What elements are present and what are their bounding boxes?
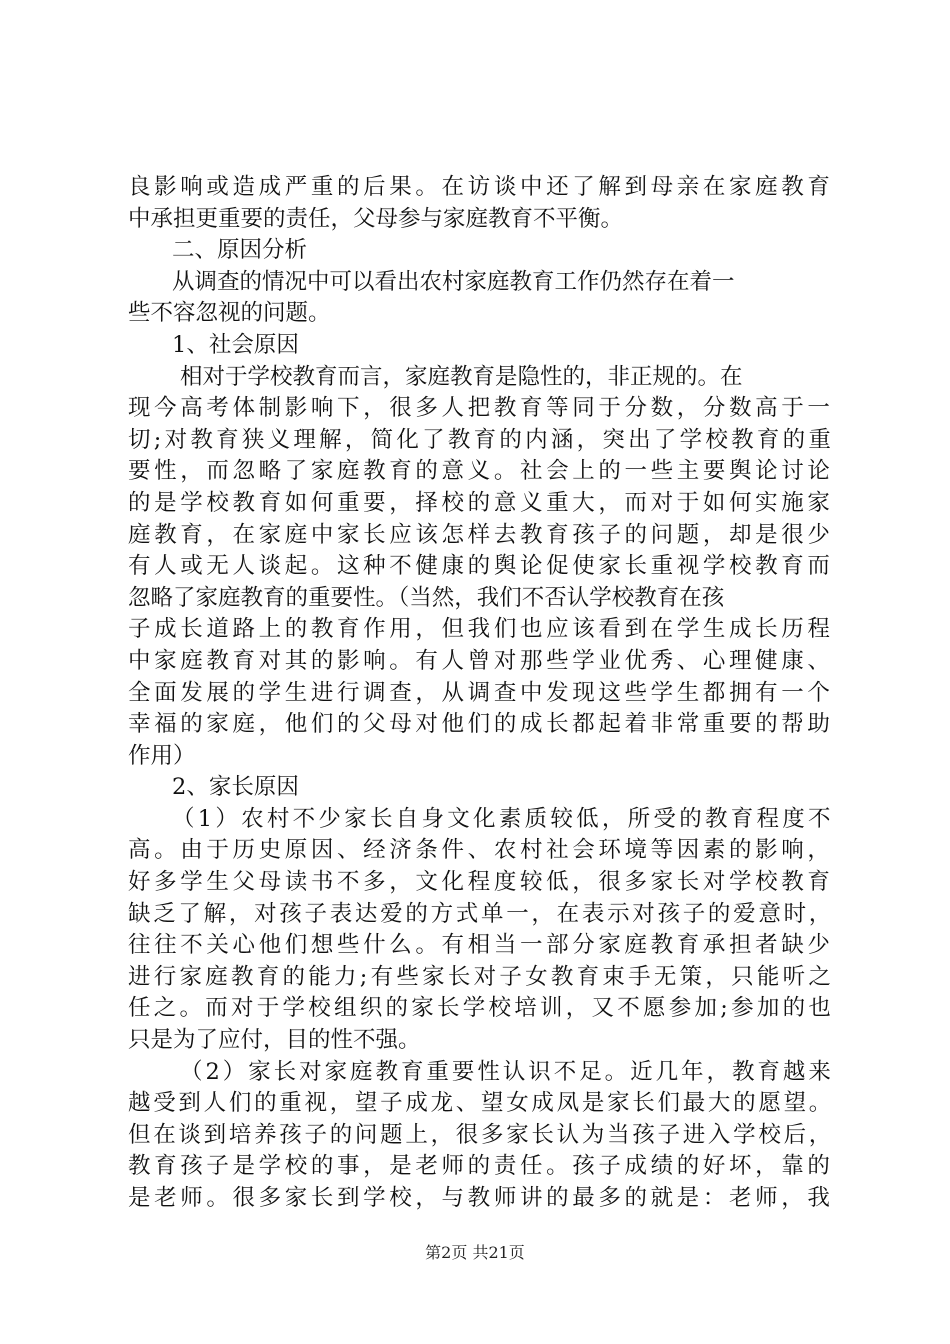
text-line: 庭教育，在家庭中家长应该怎样去教育孩子的问题，却是很少 xyxy=(128,521,834,548)
text-line: 但在谈到培养孩子的问题上，很多家长认为当孩子进入学校后， xyxy=(128,1121,835,1148)
text-line: 忽略了家庭教育的重要性。（当然，我们不否认学校教育在孩 xyxy=(128,584,725,611)
page-footer: 第2页 共21页 xyxy=(425,1243,525,1262)
text-line: 是老师。很多家长到学校，与教师讲的最多的就是：老师，我 xyxy=(128,1185,834,1211)
text-line: 有人或无人谈起。这种不健康的舆论促使家长重视学校教育而 xyxy=(128,553,834,580)
text-line: 全面发展的学生进行调查，从调查中发现这些学生都拥有一个 xyxy=(128,679,834,706)
document-body xyxy=(128,172,838,1215)
text-line: 些不容忽视的问题。 xyxy=(128,300,331,327)
text-line: 高。由于历史原因、经济条件、农村社会环境等因素的影响， xyxy=(128,837,834,864)
text-line: 现今高考体制影响下，很多人把教育等同于分数，分数高于一 xyxy=(128,395,834,422)
text-line: 只是为了应付，目的性不强。 xyxy=(128,1027,421,1054)
text-line: 中承担更重要的责任，父母参与家庭教育不平衡。 xyxy=(128,205,624,232)
text-line: 1、社会原因 xyxy=(172,331,299,358)
text-line: 任之。而对于学校组织的家长学校培训，又不愿参加;参加的也 xyxy=(128,995,835,1022)
text-line: 切;对教育狭义理解，简化了教育的内涵，突出了学校教育的重 xyxy=(128,426,835,453)
text-line: 子成长道路上的教育作用，但我们也应该看到在学生成长历程 xyxy=(128,616,834,643)
text-line: 教育孩子是学校的事，是老师的责任。孩子成绩的好坏，靠的 xyxy=(128,1153,834,1180)
text-line: 的是学校教育如何重要，择校的意义重大，而对于如何实施家 xyxy=(128,489,834,516)
text-line: 好多学生父母读书不多，文化程度较低，很多家长对学校教育 xyxy=(128,869,834,896)
text-line: 要性，而忽略了家庭教育的意义。社会上的一些主要舆论讨论 xyxy=(128,458,834,485)
text-line: 往往不关心他们想些什么。有相当一部分家庭教育承担者缺少 xyxy=(128,932,834,959)
text-line: （1）农村不少家长自身文化素质较低，所受的教育程度不 xyxy=(172,805,834,832)
text-line: 良影响或造成严重的后果。在访谈中还了解到母亲在家庭教育 xyxy=(128,174,834,200)
text-line: 从调查的情况中可以看出农村家庭教育工作仍然存在着一 xyxy=(172,268,735,295)
text-line: 2、家长原因 xyxy=(172,774,299,801)
text-line: 越受到人们的重视，望子成龙、望女成凤是家长们最大的愿望。 xyxy=(128,1090,835,1117)
text-line: 二、原因分析 xyxy=(172,237,308,264)
text-line: 幸福的家庭，他们的父母对他们的成长都起着非常重要的帮助 xyxy=(128,711,834,738)
text-line: 中家庭教育对其的影响。有人曾对那些学业优秀、心理健康、 xyxy=(128,647,834,674)
text-line: 缺乏了解，对孩子表达爱的方式单一，在表示对孩子的爱意时， xyxy=(128,900,835,927)
text-line: 进行家庭教育的能力;有些家长对子女教育束手无策，只能听之 xyxy=(128,963,835,990)
text-line: 作用） xyxy=(128,742,196,769)
text-line: 相对于学校教育而言，家庭教育是隐性的，非正规的。在 xyxy=(180,363,743,390)
text-line: （2）家长对家庭教育重要性认识不足。近几年，教育越来 xyxy=(180,1058,834,1085)
